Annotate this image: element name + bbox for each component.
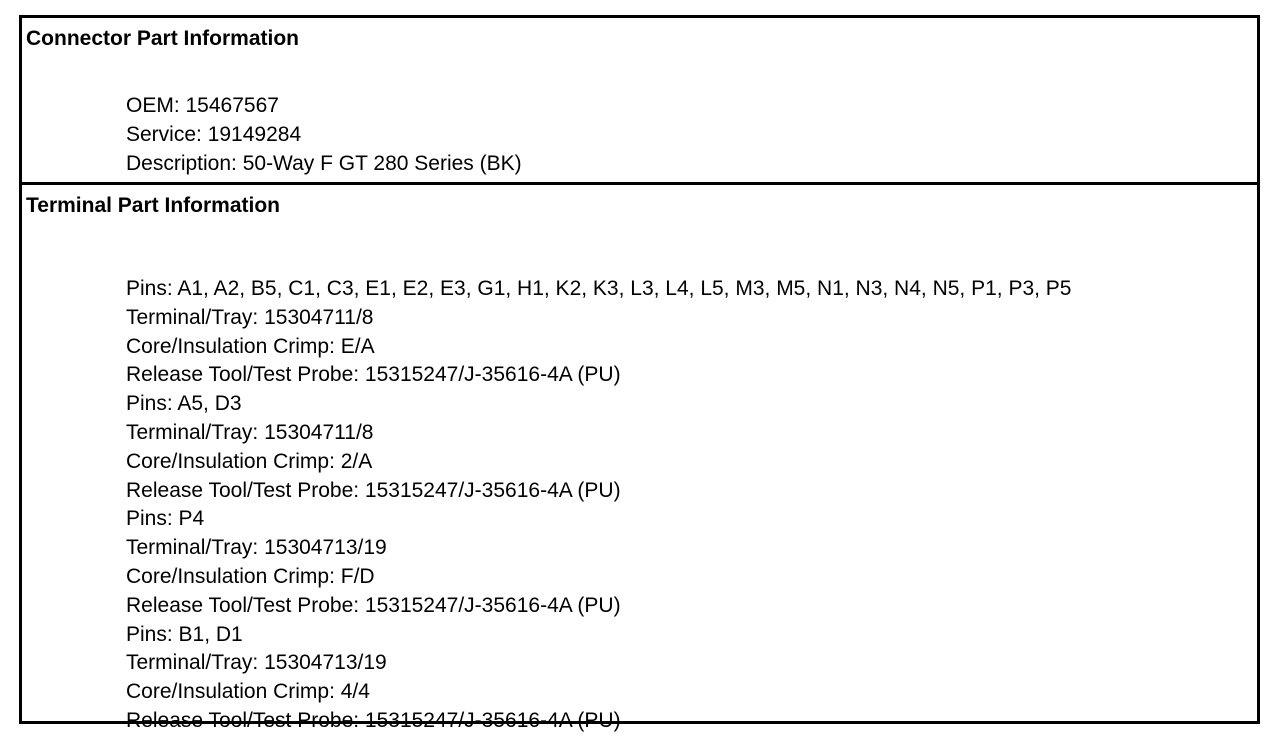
terminal-crimp-line: Core/Insulation Crimp: E/A [126,334,375,358]
terminal-pins-line: Pins: A1, A2, B5, C1, C3, E1, E2, E3, G1, H1, K2, K3, L3, L4, L5, M3, M5, N1, N3, N4, N5, P1, P3, P5 [126,277,1072,300]
connector-part-section [22,18,1257,186]
connector-section-title: Connector Part Information [26,27,300,50]
connector-service-line: Service: 19149284 [126,122,302,146]
connector-description-line: Description: 50-Way F GT 280 Series (BK) [126,151,522,175]
connector-info-list [126,92,522,178]
terminal-release-tool-line: Release Tool/Test Probe: 15315247/J-35616-4A (PU) [126,593,621,617]
terminal-part-section [22,185,1257,732]
terminal-pins-line: Pins: P4 [126,507,205,531]
terminal-release-tool-line: Release Tool/Test Probe: 15315247/J-35616-4A (PU) [126,478,621,502]
connector-oem-line: OEM: 15467567 [126,94,279,117]
terminal-tray-line: Terminal/Tray: 15304713/19 [126,536,387,560]
terminal-tray-line: Terminal/Tray: 15304713/19 [126,651,387,675]
terminal-tray-line: Terminal/Tray: 15304711/8 [126,305,374,329]
terminal-info-list [126,275,1071,736]
part-information-table [19,15,1260,732]
terminal-crimp-line: Core/Insulation Crimp: 4/4 [126,680,370,704]
terminal-tray-line: Terminal/Tray: 15304711/8 [126,420,374,444]
terminal-release-tool-line: Release Tool/Test Probe: 15315247/J-35616-4A (PU) [126,363,621,387]
terminal-pins-line: Pins: A5, D3 [126,392,242,416]
terminal-release-tool-line: Release Tool/Test Probe: 15315247/J-35616-4A (PU) [126,708,621,732]
terminal-pins-line: Pins: B1, D1 [126,622,243,646]
terminal-section-title: Terminal Part Information [26,194,280,217]
terminal-crimp-line: Core/Insulation Crimp: 2/A [126,449,373,473]
terminal-crimp-line: Core/Insulation Crimp: F/D [126,564,375,588]
